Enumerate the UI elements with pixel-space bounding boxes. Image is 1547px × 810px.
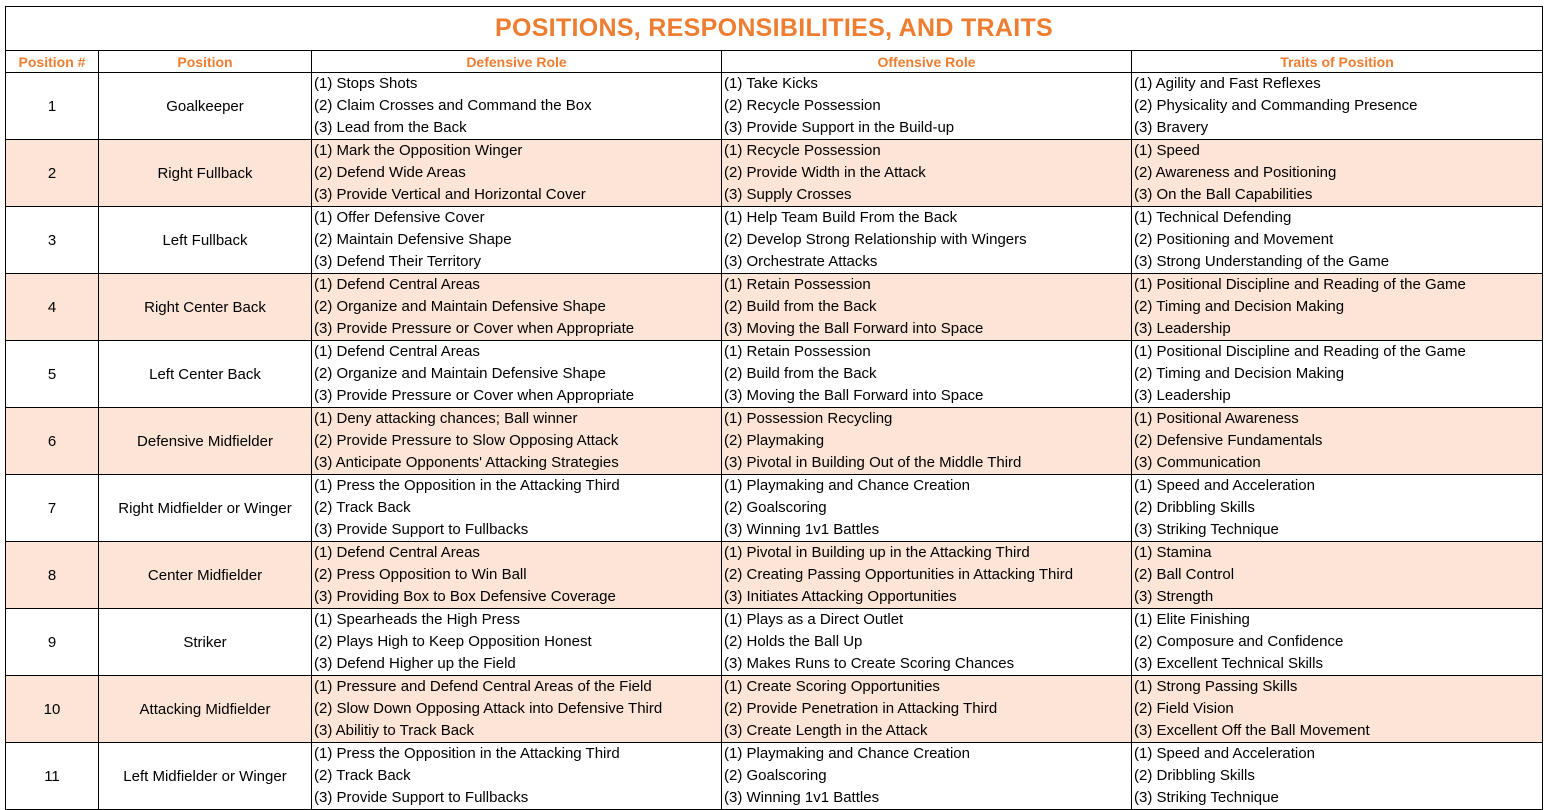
defensive-item: (2) Provide Pressure to Slow Opposing Attack	[314, 432, 619, 449]
position-number-cell: 7	[6, 475, 99, 542]
position-number-cell: 8	[6, 542, 99, 609]
offensive-role-cell	[722, 207, 1132, 274]
defensive-item: (1) Defend Central Areas	[314, 343, 480, 360]
position-number-cell: 9	[6, 609, 99, 676]
traits-role-cell	[1132, 542, 1543, 609]
traits-role-cell	[1132, 743, 1543, 810]
traits-role-cell	[1132, 73, 1543, 140]
table-row	[6, 609, 1543, 676]
position-number-cell: 2	[6, 140, 99, 207]
position-number-cell: 6	[6, 408, 99, 475]
defensive-item: (3) Abilitiy to Track Back	[314, 722, 475, 739]
offensive-role-cell	[722, 609, 1132, 676]
defensive-item: (2) Claim Crosses and Command the Box	[314, 97, 592, 114]
defensive-role-cell	[312, 207, 722, 274]
position-name-cell: Right Midfielder or Winger	[99, 475, 312, 542]
defensive-item: (3) Provide Vertical and Horizontal Cover	[314, 186, 586, 203]
defensive-item: (3) Provide Pressure or Cover when Appropriate	[314, 320, 635, 337]
header-row	[6, 51, 1543, 73]
defensive-role-cell	[312, 274, 722, 341]
offensive-item: (1) Create Scoring Opportunities	[724, 678, 940, 695]
offensive-item: (2) Creating Passing Opportunities in Attacking Third	[724, 566, 1074, 583]
traits-item: (3) Excellent Technical Skills	[1134, 655, 1323, 672]
defensive-item: (1) Mark the Opposition Winger	[314, 142, 523, 159]
defensive-item: (3) Provide Support to Fullbacks	[314, 521, 529, 538]
offensive-role-cell	[722, 408, 1132, 475]
table-row	[6, 542, 1543, 609]
defensive-role-cell	[312, 341, 722, 408]
traits-item: (2) Physicality and Commanding Presence	[1134, 97, 1418, 114]
defensive-role-cell	[312, 73, 722, 140]
position-name-cell: Center Midfielder	[99, 542, 312, 609]
table-row	[6, 408, 1543, 475]
defensive-item: (2) Track Back	[314, 767, 411, 784]
defensive-item: (3) Lead from the Back	[314, 119, 467, 136]
defensive-item: (3) Anticipate Opponents' Attacking Strategies	[314, 454, 619, 471]
defensive-item: (1) Press the Opposition in the Attacking Third	[314, 477, 620, 494]
position-name-cell: Defensive Midfielder	[99, 408, 312, 475]
position-number-cell: 3	[6, 207, 99, 274]
defensive-item: (1) Defend Central Areas	[314, 544, 480, 561]
position-number-cell: 4	[6, 274, 99, 341]
position-name-cell: Left Center Back	[99, 341, 312, 408]
position-name-cell: Goalkeeper	[99, 73, 312, 140]
position-name-cell: Left Fullback	[99, 207, 312, 274]
defensive-item: (3) Defend Their Territory	[314, 253, 482, 270]
defensive-item: (3) Provide Support to Fullbacks	[314, 789, 529, 806]
position-number-cell: 11	[6, 743, 99, 810]
offensive-item: (3) Initiates Attacking Opportunities	[724, 588, 957, 605]
traits-item: (1) Speed and Acceleration	[1134, 477, 1315, 494]
position-number-cell: 1	[6, 73, 99, 140]
traits-item: (1) Speed and Acceleration	[1134, 745, 1315, 762]
defensive-role-cell	[312, 408, 722, 475]
offensive-role-cell	[722, 743, 1132, 810]
offensive-item: (3) Winning 1v1 Battles	[724, 789, 880, 806]
offensive-role-cell	[722, 542, 1132, 609]
column-header: Position	[99, 51, 312, 73]
traits-role-cell	[1132, 408, 1543, 475]
defensive-role-cell	[312, 609, 722, 676]
offensive-item: (3) Supply Crosses	[724, 186, 852, 203]
traits-item: (2) Awareness and Positioning	[1134, 164, 1337, 181]
traits-item: (3) Bravery	[1134, 119, 1209, 136]
table-row	[6, 341, 1543, 408]
traits-item: (2) Dribbling Skills	[1134, 499, 1255, 516]
offensive-item: (2) Develop Strong Relationship with Wingers	[724, 231, 1027, 248]
defensive-item: (2) Slow Down Opposing Attack into Defensive Third	[314, 700, 663, 717]
defensive-item: (3) Providing Box to Box Defensive Coverage	[314, 588, 616, 605]
offensive-item: (2) Holds the Ball Up	[724, 633, 863, 650]
defensive-item: (1) Defend Central Areas	[314, 276, 480, 293]
defensive-item: (2) Press Opposition to Win Ball	[314, 566, 527, 583]
defensive-item: (1) Stops Shots	[314, 75, 418, 92]
defensive-role-cell	[312, 676, 722, 743]
traits-item: (3) Strong Understanding of the Game	[1134, 253, 1390, 270]
traits-item: (1) Elite Finishing	[1134, 611, 1250, 628]
defensive-item: (2) Plays High to Keep Opposition Honest	[314, 633, 592, 650]
offensive-role-cell	[722, 475, 1132, 542]
column-header: Traits of Position	[1132, 51, 1543, 73]
column-header: Position #	[6, 51, 99, 73]
traits-item: (2) Timing and Decision Making	[1134, 365, 1345, 382]
defensive-item: (3) Provide Pressure or Cover when Appropriate	[314, 387, 635, 404]
offensive-item: (2) Goalscoring	[724, 767, 827, 784]
position-number-cell: 10	[6, 676, 99, 743]
traits-item: (3) Communication	[1134, 454, 1261, 471]
offensive-item: (1) Retain Possession	[724, 343, 871, 360]
traits-item: (1) Speed	[1134, 142, 1200, 159]
positions-sheet	[5, 6, 1542, 810]
offensive-item: (3) Winning 1v1 Battles	[724, 521, 880, 538]
offensive-role-cell	[722, 73, 1132, 140]
defensive-item: (2) Organize and Maintain Defensive Shape	[314, 298, 606, 315]
table-row	[6, 140, 1543, 207]
positions-table	[5, 6, 1543, 810]
defensive-role-cell	[312, 140, 722, 207]
traits-item: (3) On the Ball Capabilities	[1134, 186, 1313, 203]
defensive-role-cell	[312, 475, 722, 542]
table-row	[6, 207, 1543, 274]
defensive-role-cell	[312, 743, 722, 810]
traits-role-cell	[1132, 207, 1543, 274]
offensive-item: (1) Take Kicks	[724, 75, 818, 92]
page-title: POSITIONS, RESPONSIBILITIES, AND TRAITS	[6, 7, 1543, 51]
traits-item: (2) Positioning and Movement	[1134, 231, 1334, 248]
position-name-cell: Right Center Back	[99, 274, 312, 341]
offensive-role-cell	[722, 140, 1132, 207]
traits-item: (1) Positional Discipline and Reading of the Game	[1134, 343, 1466, 360]
offensive-item: (1) Playmaking and Chance Creation	[724, 477, 970, 494]
traits-item: (1) Agility and Fast Reflexes	[1134, 75, 1321, 92]
table-body	[6, 73, 1543, 810]
table-row	[6, 475, 1543, 542]
offensive-item: (3) Provide Support in the Build-up	[724, 119, 955, 136]
traits-item: (3) Leadership	[1134, 387, 1231, 404]
table-row	[6, 743, 1543, 810]
traits-item: (1) Positional Discipline and Reading of the Game	[1134, 276, 1466, 293]
traits-item: (1) Technical Defending	[1134, 209, 1292, 226]
defensive-item: (1) Press the Opposition in the Attacking Third	[314, 745, 620, 762]
offensive-item: (2) Goalscoring	[724, 499, 827, 516]
traits-item: (3) Leadership	[1134, 320, 1231, 337]
defensive-item: (2) Organize and Maintain Defensive Shape	[314, 365, 606, 382]
defensive-item: (2) Maintain Defensive Shape	[314, 231, 512, 248]
traits-item: (3) Excellent Off the Ball Movement	[1134, 722, 1370, 739]
defensive-item: (1) Spearheads the High Press	[314, 611, 520, 628]
offensive-role-cell	[722, 676, 1132, 743]
position-name-cell: Left Midfielder or Winger	[99, 743, 312, 810]
offensive-item: (1) Playmaking and Chance Creation	[724, 745, 970, 762]
table-row	[6, 676, 1543, 743]
defensive-item: (1) Pressure and Defend Central Areas of the Field	[314, 678, 652, 695]
position-number-cell: 5	[6, 341, 99, 408]
offensive-item: (3) Makes Runs to Create Scoring Chances	[724, 655, 1015, 672]
traits-role-cell	[1132, 341, 1543, 408]
traits-role-cell	[1132, 140, 1543, 207]
offensive-item: (2) Build from the Back	[724, 298, 877, 315]
offensive-item: (3) Moving the Ball Forward into Space	[724, 387, 984, 404]
offensive-item: (2) Recycle Possession	[724, 97, 881, 114]
defensive-item: (1) Deny attacking chances; Ball winner	[314, 410, 578, 427]
offensive-item: (1) Retain Possession	[724, 276, 871, 293]
traits-item: (3) Striking Technique	[1134, 789, 1279, 806]
offensive-item: (3) Pivotal in Building Out of the Middle Third	[724, 454, 1022, 471]
traits-item: (2) Ball Control	[1134, 566, 1235, 583]
traits-item: (3) Striking Technique	[1134, 521, 1279, 538]
offensive-item: (1) Recycle Possession	[724, 142, 881, 159]
offensive-item: (3) Moving the Ball Forward into Space	[724, 320, 984, 337]
position-name-cell: Striker	[99, 609, 312, 676]
defensive-item: (3) Defend Higher up the Field	[314, 655, 516, 672]
traits-role-cell	[1132, 609, 1543, 676]
traits-item: (2) Dribbling Skills	[1134, 767, 1255, 784]
traits-item: (2) Field Vision	[1134, 700, 1234, 717]
offensive-item: (3) Create Length in the Attack	[724, 722, 928, 739]
table-row	[6, 274, 1543, 341]
traits-role-cell	[1132, 274, 1543, 341]
traits-item: (2) Defensive Fundamentals	[1134, 432, 1323, 449]
offensive-item: (1) Plays as a Direct Outlet	[724, 611, 904, 628]
offensive-item: (2) Playmaking	[724, 432, 825, 449]
offensive-item: (2) Provide Width in the Attack	[724, 164, 926, 181]
traits-item: (1) Stamina	[1134, 544, 1212, 561]
defensive-item: (2) Defend Wide Areas	[314, 164, 466, 181]
position-name-cell: Right Fullback	[99, 140, 312, 207]
defensive-item: (2) Track Back	[314, 499, 411, 516]
column-header: Offensive Role	[722, 51, 1132, 73]
traits-role-cell	[1132, 676, 1543, 743]
table-row	[6, 73, 1543, 140]
traits-item: (1) Strong Passing Skills	[1134, 678, 1298, 695]
offensive-item: (1) Possession Recycling	[724, 410, 893, 427]
offensive-role-cell	[722, 274, 1132, 341]
position-name-cell: Attacking Midfielder	[99, 676, 312, 743]
column-header: Defensive Role	[312, 51, 722, 73]
offensive-role-cell	[722, 341, 1132, 408]
offensive-item: (1) Pivotal in Building up in the Attacking Third	[724, 544, 1030, 561]
defensive-item: (1) Offer Defensive Cover	[314, 209, 485, 226]
traits-item: (2) Composure and Confidence	[1134, 633, 1344, 650]
traits-item: (1) Positional Awareness	[1134, 410, 1299, 427]
traits-role-cell	[1132, 475, 1543, 542]
offensive-item: (2) Build from the Back	[724, 365, 877, 382]
offensive-item: (3) Orchestrate Attacks	[724, 253, 878, 270]
offensive-item: (1) Help Team Build From the Back	[724, 209, 958, 226]
offensive-item: (2) Provide Penetration in Attacking Third	[724, 700, 998, 717]
traits-item: (3) Strength	[1134, 588, 1214, 605]
traits-item: (2) Timing and Decision Making	[1134, 298, 1345, 315]
defensive-role-cell	[312, 542, 722, 609]
